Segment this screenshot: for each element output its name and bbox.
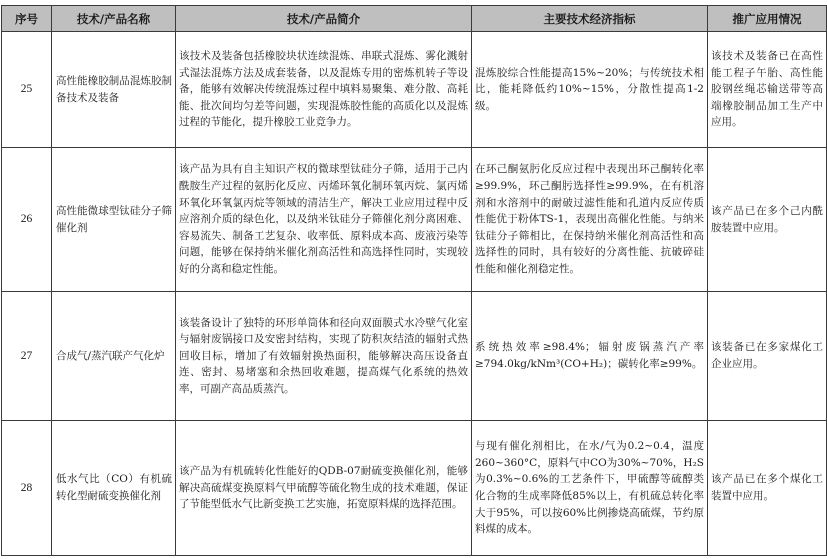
row-description: 该产品为有机硫转化性能好的QDB-07耐硫变换催化剂，能够解决高硫煤变换原料气甲硫醇等硫化物生成的技术难题，保证了节能型低水气比新变换工艺实施，拓宽原料煤的选择范围。	[176, 421, 472, 556]
header-metrics: 主要技术经济指标	[472, 6, 708, 32]
row-promotion: 该装备已在多家煤化工企业应用。	[708, 292, 827, 421]
table-row	[2, 148, 827, 292]
technology-table	[1, 5, 827, 556]
row-name: 高性能橡胶制品混炼胶制备技术及装备	[52, 32, 176, 148]
row-metrics: 与现有催化剂相比，在水/气为0.2~0.4，温度260~360°C，原料气中CO为30%~70%，H₂S为0.3%~0.6%的工艺条件下，甲硫醇等硫醇类化合物的生成率降低85%以上，有机硫总转化率大于95%，可以按60%比例掺烧高硫煤，节约原料煤的成本。	[472, 421, 708, 556]
header-row	[2, 6, 827, 32]
row-promotion: 该产品已在多个煤化工装置中应用。	[708, 421, 827, 556]
table-row	[2, 292, 827, 421]
row-metrics: 系统热效率≥98.4%；辐射废锅蒸汽产率≥794.0kg/kNm³(CO+H₂)；碳转化率≥99%。	[472, 292, 708, 421]
row-metrics: 混炼胶综合性能提高15%~20%；与传统技术相比，能耗降低约10%~15%，分散性提高1-2级。	[472, 32, 708, 148]
row-name: 合成气/蒸汽联产气化炉	[52, 292, 176, 421]
row-name: 高性能微球型钛硅分子筛催化剂	[52, 148, 176, 292]
row-number: 25	[2, 32, 52, 148]
row-description: 该技术及装备包括橡胶块状连续混炼、串联式混炼、雾化溅射式湿法混炼方法及成套装备，以及混炼专用的密炼机转子等设备，能够有效解决传统混炼过程中填料易聚集、难分散、高耗能、批次间均匀差等问题，实现混炼胶性能的高质化以及混炼过程的节能化，提升橡胶工业竞争力。	[176, 32, 472, 148]
header-no: 序号	[2, 6, 52, 32]
row-description: 该装备设计了独特的环形单筒体和径向双面膜式水冷壁气化室与辐射废锅接口及安密封结构，实现了防积灰结渣的辐射式热回收目标，增加了有效辐射换热面积，能够解决高压设备直连、密封、易堵塞和余热回收难题，提高煤气化系统的热效率，可副产高品质蒸汽。	[176, 292, 472, 421]
row-promotion: 该技术及装备已在高性能工程子午胎、高性能胶钢丝绳芯输送带等高端橡胶制品加工生产中应用。	[708, 32, 827, 148]
row-name: 低水气比（CO）有机硫转化型耐硫变换催化剂	[52, 421, 176, 556]
row-number: 26	[2, 148, 52, 292]
table-row	[2, 32, 827, 148]
header-desc: 技术/产品简介	[176, 6, 472, 32]
header-promo: 推广应用情况	[708, 6, 827, 32]
row-description: 该产品为具有自主知识产权的微球型钛硅分子筛，适用于己内酰胺生产过程的氨肟化反应、丙烯环氧化制环氧丙烷、氯丙烯环氧化环氧氯丙烷等领域的清洁生产，解决工业应用过程中反应溶剂介质的绿色化，以及纳米钛硅分子筛催化剂分离困难、容易流失、制备工艺复杂、收率低、原料成本高、废液污染等问题，能够在保持纳米催化剂高活性和高选择性同时，实现较好的分离和稳定性能。	[176, 148, 472, 292]
row-number: 27	[2, 292, 52, 421]
row-number: 28	[2, 421, 52, 556]
row-promotion: 该产品已在多个己内酰胺装置中应用。	[708, 148, 827, 292]
table-row	[2, 421, 827, 556]
row-metrics: 在环己酮氨肟化反应过程中表现出环己酮转化率≥99.9%，环己酮肟选择性≥99.9%，在有机溶剂和水溶剂中的耐破过滤性能和孔道内反应传质性能优于粉体TS-1，表现出高催化性能。与纳米钛硅分子筛相比，在保持纳米催化剂高活性和高选择性的同时，具有较好的分离性能、抗破碎硅性能和催化剂稳定性。	[472, 148, 708, 292]
header-name: 技术/产品名称	[52, 6, 176, 32]
